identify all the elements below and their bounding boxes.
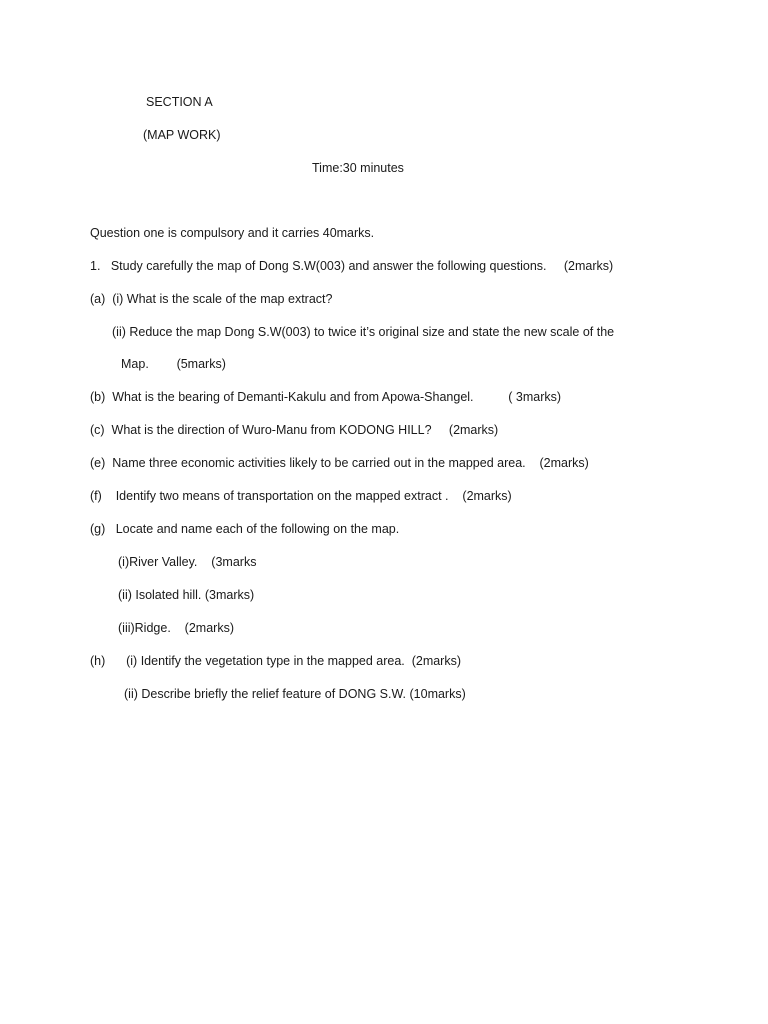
question-g-ii: (ii) Isolated hill. (3marks) (118, 588, 255, 602)
question-g: (g) Locate and name each of the following on the map. (90, 522, 400, 536)
question-g-iii: (iii)Ridge. (2marks) (118, 621, 234, 635)
question-h-i: (h) (i) Identify the vegetation type in the mapped area. (2marks) (90, 654, 462, 668)
question-a-ii-continued: Map. (5marks) (121, 357, 226, 371)
question-c: (c) What is the direction of Wuro-Manu from KODONG HILL? (2marks) (90, 423, 499, 437)
question-g-i: (i)River Valley. (3marks (118, 555, 257, 569)
question-1: 1. Study carefully the map of Dong S.W(003) and answer the following questions. (2marks) (90, 259, 614, 273)
question-f: (f) Identify two means of transportation on the mapped extract . (2marks) (90, 489, 512, 503)
question-a-i: (a) (i) What is the scale of the map extract? (90, 292, 333, 306)
time-allowed: Time:30 minutes (312, 161, 404, 175)
instruction-text: Question one is compulsory and it carries 40marks. (90, 226, 375, 240)
question-e: (e) Name three economic activities likely to be carried out in the mapped area. (2marks) (90, 456, 589, 470)
section-subtitle: (MAP WORK) (143, 128, 221, 142)
question-b: (b) What is the bearing of Demanti-Kakulu and from Apowa-Shangel. ( 3marks) (90, 390, 562, 404)
section-heading: SECTION A (146, 95, 213, 109)
question-h-ii: (ii) Describe briefly the relief feature of DONG S.W. (10marks) (124, 687, 466, 701)
question-a-ii: (ii) Reduce the map Dong S.W(003) to twice it’s original size and state the new scale of the (112, 325, 615, 339)
